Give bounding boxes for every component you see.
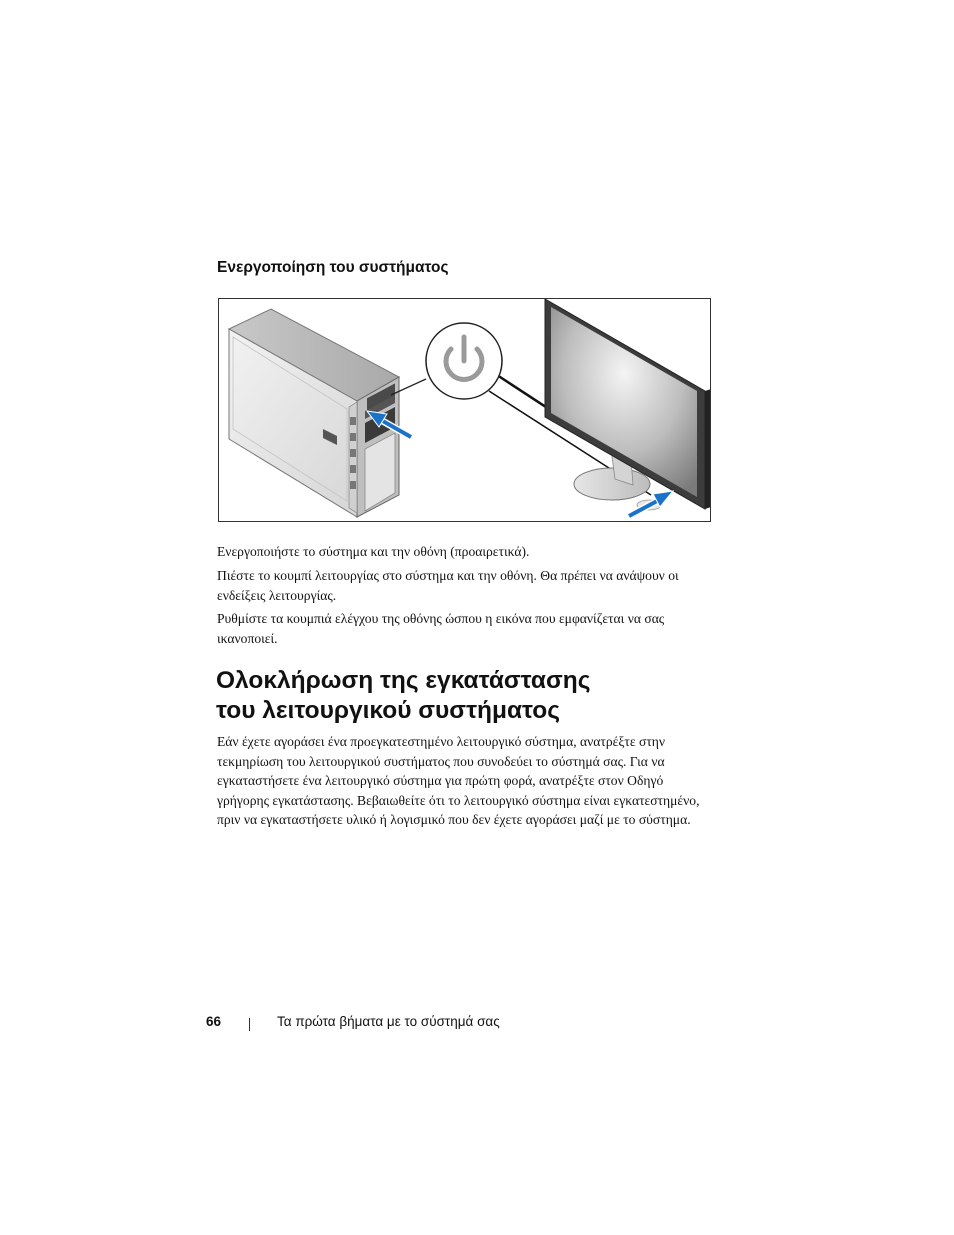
power-icon: [426, 323, 502, 399]
instruction-paragraph: Ρυθμίστε τα κουμπιά ελέγχου της οθόνης ώσπου η εικόνα που εμφανίζεται να σας ικανοποιεί.: [217, 611, 665, 646]
section-heading: Ενεργοποίηση του συστήματος: [217, 259, 449, 276]
power-on-illustration: [218, 298, 711, 522]
page-number: 66: [206, 1014, 222, 1029]
chapter-title: [216, 666, 590, 726]
instruction-paragraph: Πιέστε το κουμπί λειτουργίας στο σύστημα και την οθόνη. Θα πρέπει να ανάψουν οι ενδείξεις λειτουργίας.: [217, 568, 679, 603]
footer-divider: [249, 1018, 250, 1031]
instruction-paragraph: Ενεργοποιήστε το σύστημα και την οθόνη (προαιρετικά).: [217, 544, 530, 559]
chapter-title-line: του λειτουργικού συστήματος: [216, 697, 560, 724]
footer-title: Τα πρώτα βήματα με το σύστημά σας: [277, 1014, 500, 1029]
monitor-icon: [545, 299, 711, 510]
chapter-title-line: Ολοκλήρωση της εγκατάστασης: [216, 667, 591, 694]
body-paragraph: Εάν έχετε αγοράσει ένα προεγκατεστημένο λειτουργικό σύστημα, ανατρέξτε στην τεκμηρίωση του λειτουργικού συστήματος που συνοδεύει το σύστημά σας. Για να εγκαταστήσετε ένα λειτουργικό σύστημα για πρώτη φορά, ανατρέξτε στον Οδηγό γρήγορης εγκατάστασης. Βεβαιωθείτε ότι το λειτουργικό σύστημα είναι εγκατεστημένο, πριν να εγκαταστήσετε υλικό ή λογισμικό που δεν έχετε αγοράσει μαζί με το σύστημα.: [217, 734, 700, 827]
